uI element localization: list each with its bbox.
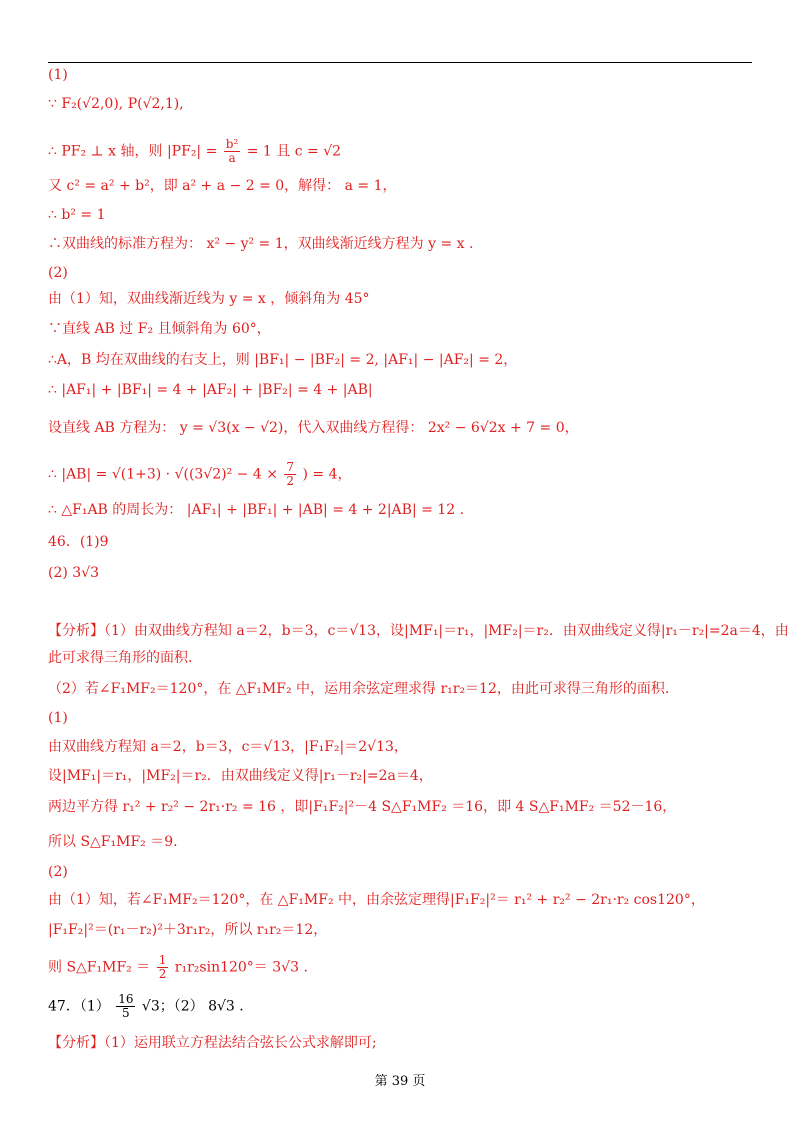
analysis-line: 【分析】（1）运用联立方程法结合弦长公式求解即可; xyxy=(48,1035,377,1051)
solution-line: ∴双曲线的标准方程为： x² − y² = 1，双曲线渐近线方程为 y = x . xyxy=(48,236,474,252)
part1-label: (1) xyxy=(48,67,68,83)
solution-line: 所以 S△F₁MF₂ ＝9. xyxy=(48,834,178,850)
solution-line: 则 S△F₁MF₂ ＝ $\frac{1}{2}$ r₁r₂sin120°＝ 3√3 . xyxy=(48,953,308,981)
solution-line: 又 c² = a² + b²，即 a² + a − 2 = 0，解得： a = 1， xyxy=(48,178,397,194)
part2-label: (2) xyxy=(48,864,68,880)
problem-47-header: 47．（1） $\frac{16}{5}$ √3；（2） 8√3 . xyxy=(48,992,244,1020)
solution-line: ∴ |AF₁| + |BF₁| = 4 + |AF₂| + |BF₂| = 4 + |AB| xyxy=(48,382,373,398)
solution-line: 由双曲线方程知 a＝2，b＝3，c＝√13，|F₁F₂|＝2√13， xyxy=(48,739,408,755)
solution-line: 设直线 AB 方程为： y = √3(x − √2)，代入双曲线方程得： 2x² − 6√2x + 7 = 0， xyxy=(48,420,579,436)
solution-line: 两边平方得 r₁² + r₂² − 2r₁·r₂ = 16 ，即|F₁F₂|²－4 S△F₁MF₂ ＝16，即 4 S△F₁MF₂ ＝52－16， xyxy=(48,799,677,815)
part2-label: (2) xyxy=(48,265,68,281)
solution-line: 由（1）知，若∠F₁MF₂＝120°，在 △F₁MF₂ 中，由余弦定理得|F₁F₂|²＝ r₁² + r₂² − 2r₁·r₂ cos120°， xyxy=(48,892,705,908)
solution-line: 由（1）知，双曲线渐近线为 y = x ，倾斜角为 45° xyxy=(48,291,370,307)
solution-line: ∴A，B 均在双曲线的右支上，则 |BF₁| − |BF₂| = 2, |AF₁| − |AF₂| = 2， xyxy=(48,352,518,368)
problem-46-header: 46．(1)9 xyxy=(48,534,109,550)
analysis-line: 【分析】（1）由双曲线方程知 a＝2，b＝3，c＝√13，设|MF₁|＝r₁，|MF₂|＝r₂．由双曲线定义得|r₁－r₂|=2a＝4，由 xyxy=(48,623,789,639)
analysis-line: 此可求得三角形的面积. xyxy=(48,650,193,666)
analysis-line: （2）若∠F₁MF₂＝120°，在 △F₁MF₂ 中，运用余弦定理求得 r₁r₂＝12，由此可求得三角形的面积. xyxy=(48,681,670,697)
solution-line: |F₁F₂|²＝(r₁－r₂)²＋3r₁r₂，所以 r₁r₂＝12， xyxy=(48,922,328,938)
page-number: 第 39 页 xyxy=(374,1074,426,1089)
solution-line: ∵直线 AB 过 F₂ 且倾斜角为 60°， xyxy=(48,321,271,337)
solution-line: ∴ b² = 1 xyxy=(48,207,106,223)
top-rule xyxy=(48,62,752,63)
solution-line: ∴ △F₁AB 的周长为： |AF₁| + |BF₁| + |AB| = 4 + 2|AB| = 12 . xyxy=(48,502,465,518)
solution-line: 设|MF₁|＝r₁，|MF₂|＝r₂．由双曲线定义得|r₁－r₂|=2a＝4， xyxy=(48,768,433,784)
solution-line: ∴ PF₂ ⊥ x 轴，则 |PF₂| = $\frac{\text{b²}}{a}$ = 1 且 c = √2 xyxy=(48,137,342,165)
part1-label: (1) xyxy=(48,710,68,726)
problem-46-answer2: (2) 3√3 xyxy=(48,565,100,581)
solution-line: ∴ |AB| = √(1+3) · √((3√2)² − 4 × $\frac{7}{2}$ ) = 4， xyxy=(48,460,352,488)
solution-line: ∵ F₂(√2,0), P(√2,1), xyxy=(48,96,184,112)
